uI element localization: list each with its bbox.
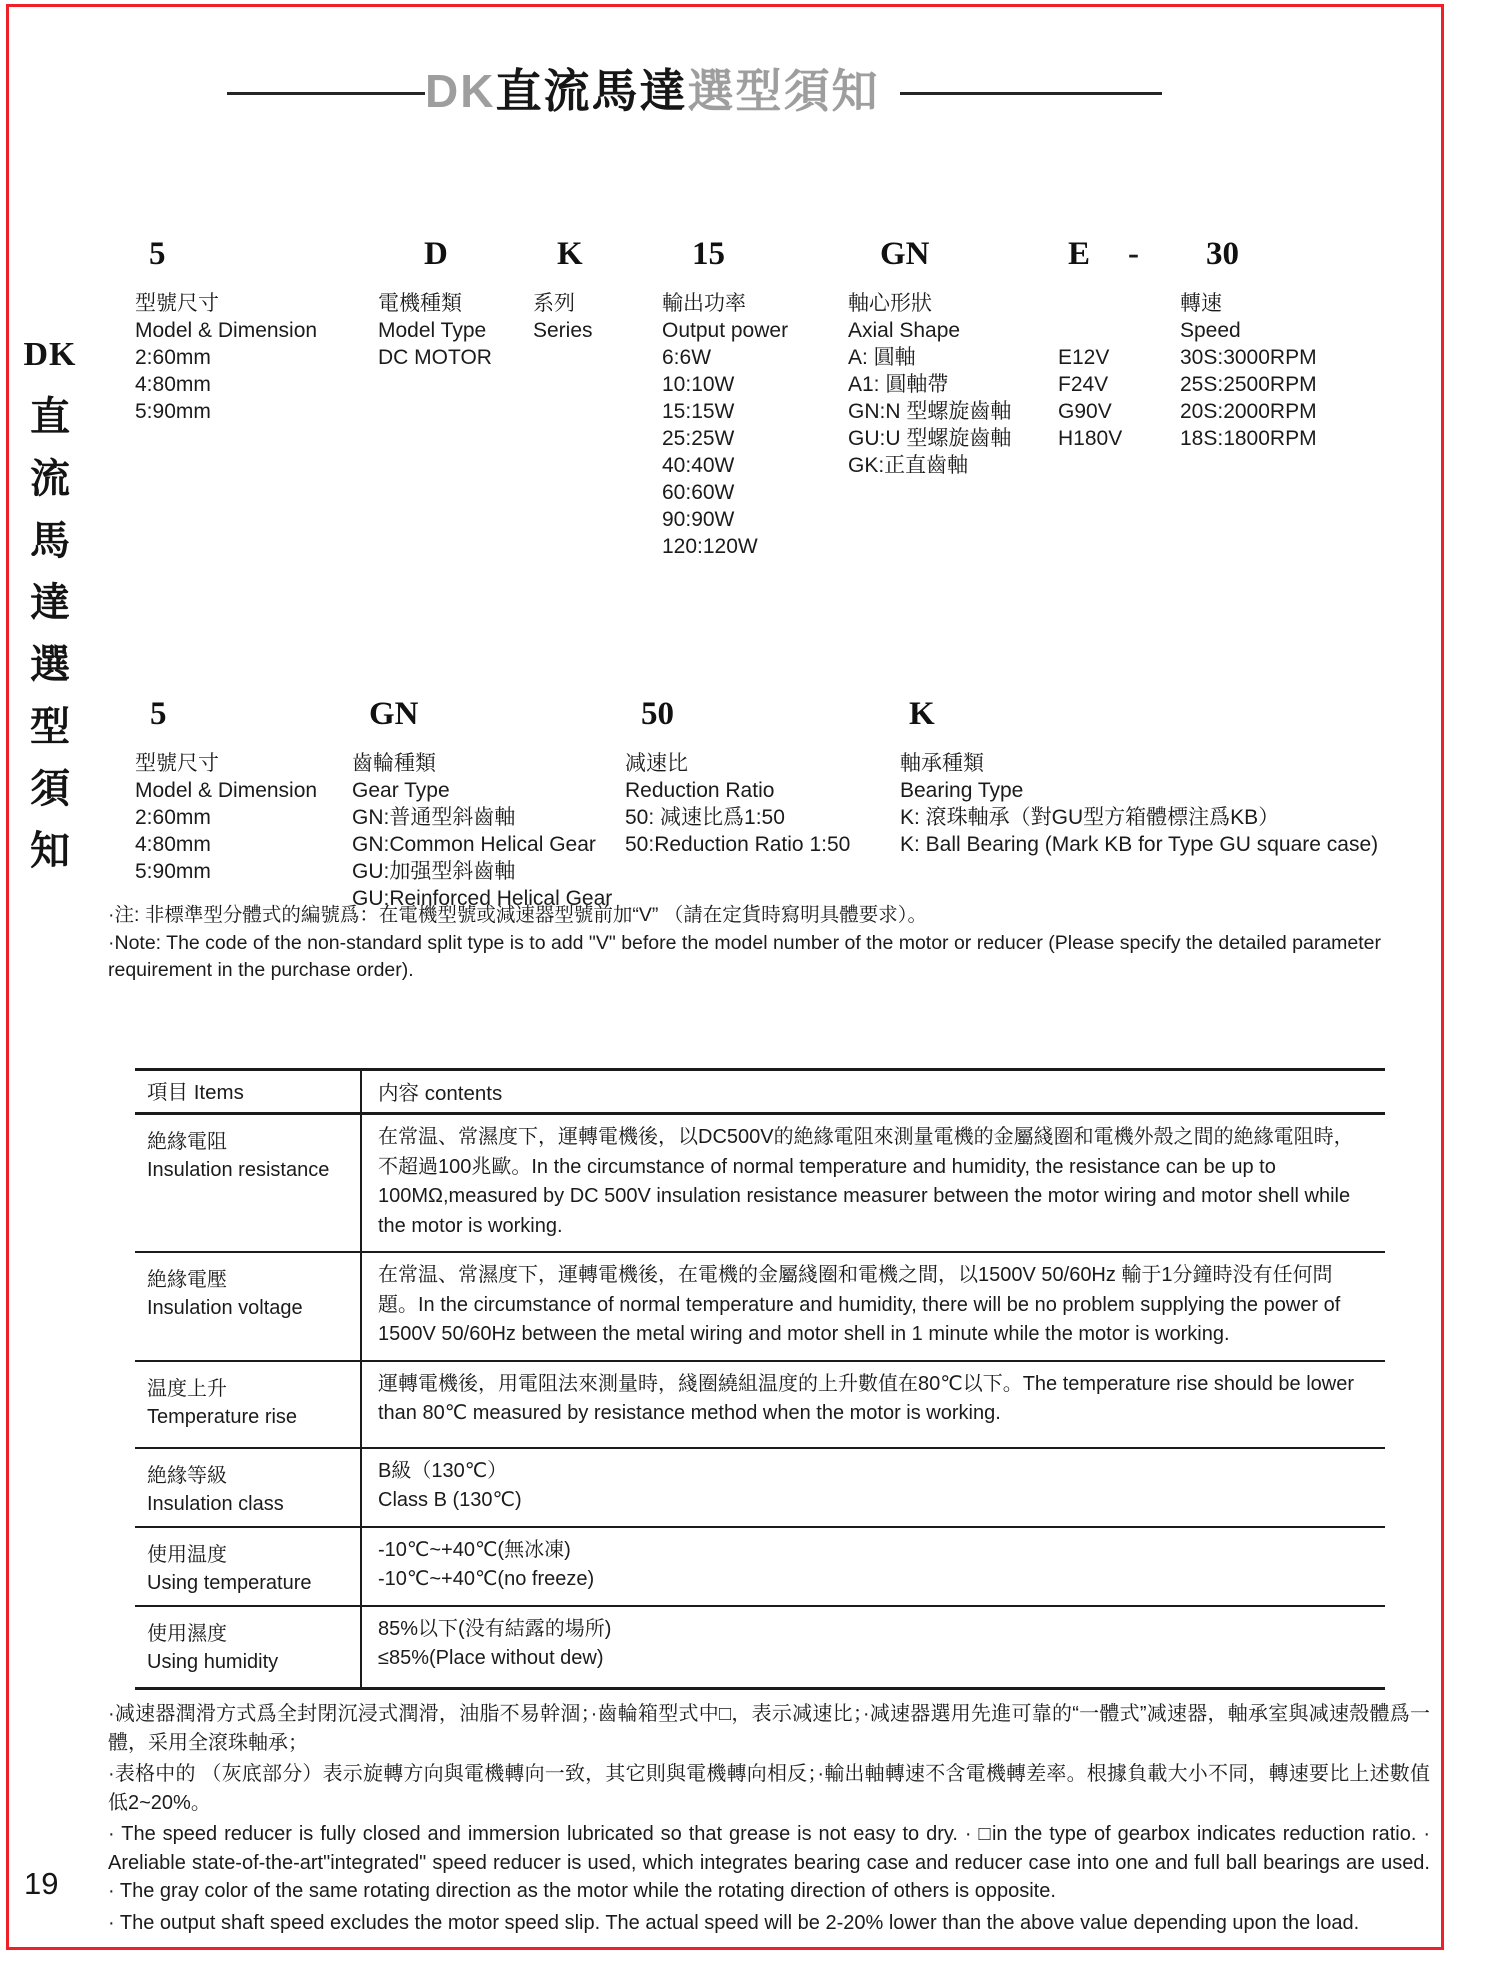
voltage-option-line: F24V [1058, 373, 1109, 396]
item-label-line: 使用温度 [147, 1543, 227, 1566]
content-text: 85%以下(没有結露的場所) [378, 1617, 612, 1640]
item-label-line: 絶緣電壓 [147, 1269, 227, 1291]
item-cell [135, 1253, 360, 1360]
table-header-row [135, 1071, 1385, 1113]
sidebar-character: 達 [30, 580, 70, 625]
voltage-option-line: E12V [1058, 346, 1110, 369]
code-description-line: 軸心形狀 [848, 292, 932, 315]
code-description-line: GN:普通型斜齒軸 [352, 806, 516, 829]
item-cell [135, 1449, 360, 1526]
sidebar-character: 馬 [30, 518, 70, 563]
table-row [135, 1251, 1385, 1360]
title-rule-left [227, 92, 425, 95]
item-cell [135, 1528, 360, 1605]
code-description-line: Reduction Ratio [625, 779, 775, 802]
code-description-line: 型號尺寸 [135, 292, 219, 315]
naming-note-en: ·Note: The code of the non-standard split type is to add "V" before the model number of the motor or reducer (Please specify the detailed parameter requirement in the purchase order). [108, 932, 1382, 981]
code-description-line: 5:90mm [135, 400, 211, 423]
breakdown1-col-voltage [1058, 236, 1122, 452]
page-number: 19 [24, 1866, 59, 1901]
item-label-line: 温度上升 [147, 1377, 227, 1400]
code-description-line: DC MOTOR [378, 346, 492, 369]
content-text: 在常温、常濕度下，運轉電機後，以DC500V的絶緣電阻來測量電機的金屬綫圈和電機外殼之間的絶緣電阻時，不超過100兆歐。In the circumstance of normal temperature and humidity, the resistance can be up to 100MΩ,measured by DC 500V insulation resistance measurer between the motor wiring and motor shell while the motor is working. [378, 1126, 1354, 1237]
code-description-line: Gear Type [352, 779, 450, 802]
item-label-line: 使用濕度 [147, 1622, 227, 1645]
table-header-contents: 内容 contents [360, 1071, 1385, 1112]
code-description-line: GK:正直齒軸 [848, 454, 969, 477]
sidebar-character: 直 [30, 394, 70, 439]
code-description-line: 25S:2500RPM [1180, 373, 1317, 396]
code-description-line: 軸承種類 [900, 752, 984, 775]
page-title-text [425, 64, 879, 118]
model-code: 30 [1206, 236, 1239, 272]
model-code: 15 [692, 236, 725, 272]
model-code: GN [880, 236, 930, 272]
breakdown2-col-reduction-ratio [625, 696, 850, 858]
content-text: -10℃~+40℃(no freeze) [378, 1568, 595, 1590]
code-description-line: K: 滾珠軸承（對GU型方箱體標注爲KB） [900, 806, 1280, 829]
sidebar-character: 流 [30, 456, 70, 501]
code-description-line: 60:60W [662, 481, 735, 504]
code-description-line: Model Type [378, 319, 487, 342]
breakdown2-col-bearing-type [900, 696, 1378, 858]
code-description-line: Model & Dimension [135, 319, 318, 342]
model-code: K [557, 236, 583, 272]
model-code: 5 [149, 236, 166, 272]
model-code: D [424, 236, 448, 272]
voltage-option-line: H180V [1058, 427, 1123, 450]
item-label-line: Insulation class [147, 1492, 284, 1515]
code-description-line: Speed [1180, 319, 1241, 342]
code-description-line: 轉速 [1180, 292, 1222, 315]
code-description-line: 齒輪種類 [352, 752, 436, 775]
item-cell [135, 1607, 360, 1687]
sidebar-character: 選 [30, 642, 70, 687]
table-row [135, 1447, 1385, 1526]
table-row [135, 1526, 1385, 1605]
content-text: B級（130℃） [378, 1459, 508, 1482]
code-description-line: 系列 [533, 292, 575, 315]
content-text: Class B (130℃) [378, 1489, 522, 1511]
code-description-line: A1: 圓軸帶 [848, 373, 949, 396]
item-cell [135, 1115, 360, 1251]
code-description-line: Axial Shape [848, 319, 961, 342]
page-title [0, 64, 1500, 120]
content-text: -10℃~+40℃(無冰凍) [378, 1538, 571, 1561]
table-row [135, 1113, 1385, 1251]
model-code: GN [369, 696, 419, 732]
item-label-line: 絶緣電阻 [147, 1131, 227, 1153]
code-description-line: GU:Reinforced Helical Gear [352, 887, 613, 910]
code-description-line: GU:U 型螺旋齒軸 [848, 427, 1012, 450]
sidebar-vertical-caption [16, 324, 84, 882]
model-code: 5 [150, 696, 167, 732]
content-cell [360, 1528, 1385, 1605]
code-description-line: 18S:1800RPM [1180, 427, 1317, 450]
code-description-line: 25:25W [662, 427, 735, 450]
title-prefix: DK [425, 65, 496, 117]
item-label-line: Insulation voltage [147, 1297, 303, 1319]
footnote-paragraph: · The speed reducer is fully closed and immersion lubricated so that grease is not easy to dry. · □in the type of gearbox indicates reduction ratio. · Areliable state-of-the-art"integrated" speed reducer is used, which integrates bearing case and reducer case into one and full ball bearings are used. · The gray color of the same rotating direction as the motor while the rotating direction of others is opposite. [108, 1823, 1430, 1902]
code-description-line: 20S:2000RPM [1180, 400, 1317, 423]
breakdown1-col-output-power [662, 236, 788, 560]
sidebar-character: DK [23, 336, 77, 373]
content-text: 運轉電機後，用電阻法來測量時，綫圈繞組温度的上升數值在80℃以下。The temperature rise should be lower than 80℃ measured by resistance method when the motor is working. [378, 1372, 1354, 1424]
title-rule-right [900, 92, 1162, 95]
model-code-dash: - [1128, 236, 1139, 272]
code-description-line: 减速比 [625, 752, 688, 775]
code-description-line: 40:40W [662, 454, 735, 477]
content-cell [360, 1115, 1385, 1251]
code-description-line: 15:15W [662, 400, 735, 423]
code-description-line: 4:80mm [135, 833, 211, 856]
code-description-line: Series [533, 319, 593, 342]
code-description-line: 5:90mm [135, 860, 211, 883]
code-description-line: 4:80mm [135, 373, 211, 396]
footnote-paragraph: ·表格中的 （灰底部分）表示旋轉方向與電機轉向一致，其它則與電機轉向相反；·輸出軸轉速不含電機轉差率。根據負載大小不同，轉速要比上述數值低2~20%。 [108, 1763, 1430, 1814]
table-row [135, 1360, 1385, 1447]
model-code: 50 [641, 696, 674, 732]
model-code: E [1068, 236, 1091, 272]
code-description-line: 50: 减速比爲1:50 [625, 806, 785, 829]
code-description-line: 2:60mm [135, 806, 211, 829]
table-header-items: 項目 Items [147, 1081, 244, 1104]
code-description-line: Bearing Type [900, 779, 1024, 802]
footnote-paragraph: · The output shaft speed excludes the motor speed slip. The actual speed will be 2-20% lower than the above value depending upon the load. [108, 1911, 1360, 1934]
breakdown2-col-model-dimension [135, 696, 317, 885]
code-description-line: GU:加强型斜齒軸 [352, 860, 516, 883]
item-label-line: Using humidity [147, 1650, 279, 1673]
breakdown2-col-gear-type [352, 696, 612, 912]
item-label-line: 絶緣等級 [147, 1464, 227, 1487]
code-description-line: 電機種類 [378, 292, 462, 315]
code-description-line: 30S:3000RPM [1180, 346, 1317, 369]
content-cell [360, 1253, 1385, 1360]
sidebar-character: 須 [30, 766, 70, 811]
content-text: ≤85%(Place without dew) [378, 1647, 604, 1669]
code-description-line: 2:60mm [135, 346, 211, 369]
title-main: 直流馬達 [495, 65, 688, 117]
voltage-option-line: G90V [1058, 400, 1112, 423]
breakdown1-col-model-dimension [135, 236, 317, 425]
item-label-line: Insulation resistance [147, 1159, 330, 1181]
content-cell [360, 1607, 1385, 1687]
breakdown1-col-speed [1180, 236, 1317, 452]
code-description-line: 90:90W [662, 508, 735, 531]
naming-note-cn: ·注: 非標準型分體式的編號爲：在電機型號或減速器型號前加“V” （請在定貨時寫明具體要求）。 [108, 904, 927, 926]
breakdown1-col-series [533, 236, 593, 344]
table-row [135, 1605, 1385, 1687]
item-label-line: Using temperature [147, 1571, 312, 1594]
breakdown1-col-motor-type [378, 236, 492, 371]
code-description-line: GN:Common Helical Gear [352, 833, 596, 856]
code-description-line: Output power [662, 319, 789, 342]
title-suffix: 選型須知 [687, 65, 880, 117]
naming-note [108, 902, 1413, 985]
code-description-line: GN:N 型螺旋齒軸 [848, 400, 1012, 423]
content-cell [360, 1449, 1385, 1526]
code-description-line: Model & Dimension [135, 779, 318, 802]
item-cell [135, 1362, 360, 1447]
code-description-line: 50:Reduction Ratio 1:50 [625, 833, 851, 856]
spec-table [135, 1068, 1385, 1690]
code-description-line: 輸出功率 [662, 292, 746, 315]
content-cell [360, 1362, 1385, 1447]
code-description-line: 型號尺寸 [135, 752, 219, 775]
code-description-line: A: 圓軸 [848, 346, 916, 369]
breakdown1-col-axial-shape [848, 236, 1011, 479]
code-description-line: 10:10W [662, 373, 735, 396]
sidebar-character: 知 [30, 828, 70, 873]
content-text: 在常温、常濕度下，運轉電機後，在電機的金屬綫圈和電機之間，以1500V 50/60Hz 輸于1分鐘時没有任何問題。In the circumstance of normal temperature and humidity, there will be no problem supplying the power of 1500V 50/60Hz between the metal wiring and motor shell in 1 minute while the motor is working. [378, 1264, 1341, 1345]
item-label-line: Temperature rise [147, 1405, 298, 1428]
code-description-line: 120:120W [662, 535, 758, 558]
footnote-paragraph: ·减速器潤滑方式爲全封閉沉浸式潤滑，油脂不易幹涸；·齒輪箱型式中□，表示减速比；·减速器選用先進可靠的“一體式”减速器，軸承室與减速殼體爲一體，采用全滾珠軸承； [108, 1703, 1430, 1754]
model-code: K [909, 696, 935, 732]
code-description-line: K: Ball Bearing (Mark KB for Type GU square case) [900, 833, 1379, 856]
footnotes [108, 1700, 1430, 1940]
code-description-line: 6:6W [662, 346, 712, 369]
sidebar-character: 型 [30, 704, 70, 749]
